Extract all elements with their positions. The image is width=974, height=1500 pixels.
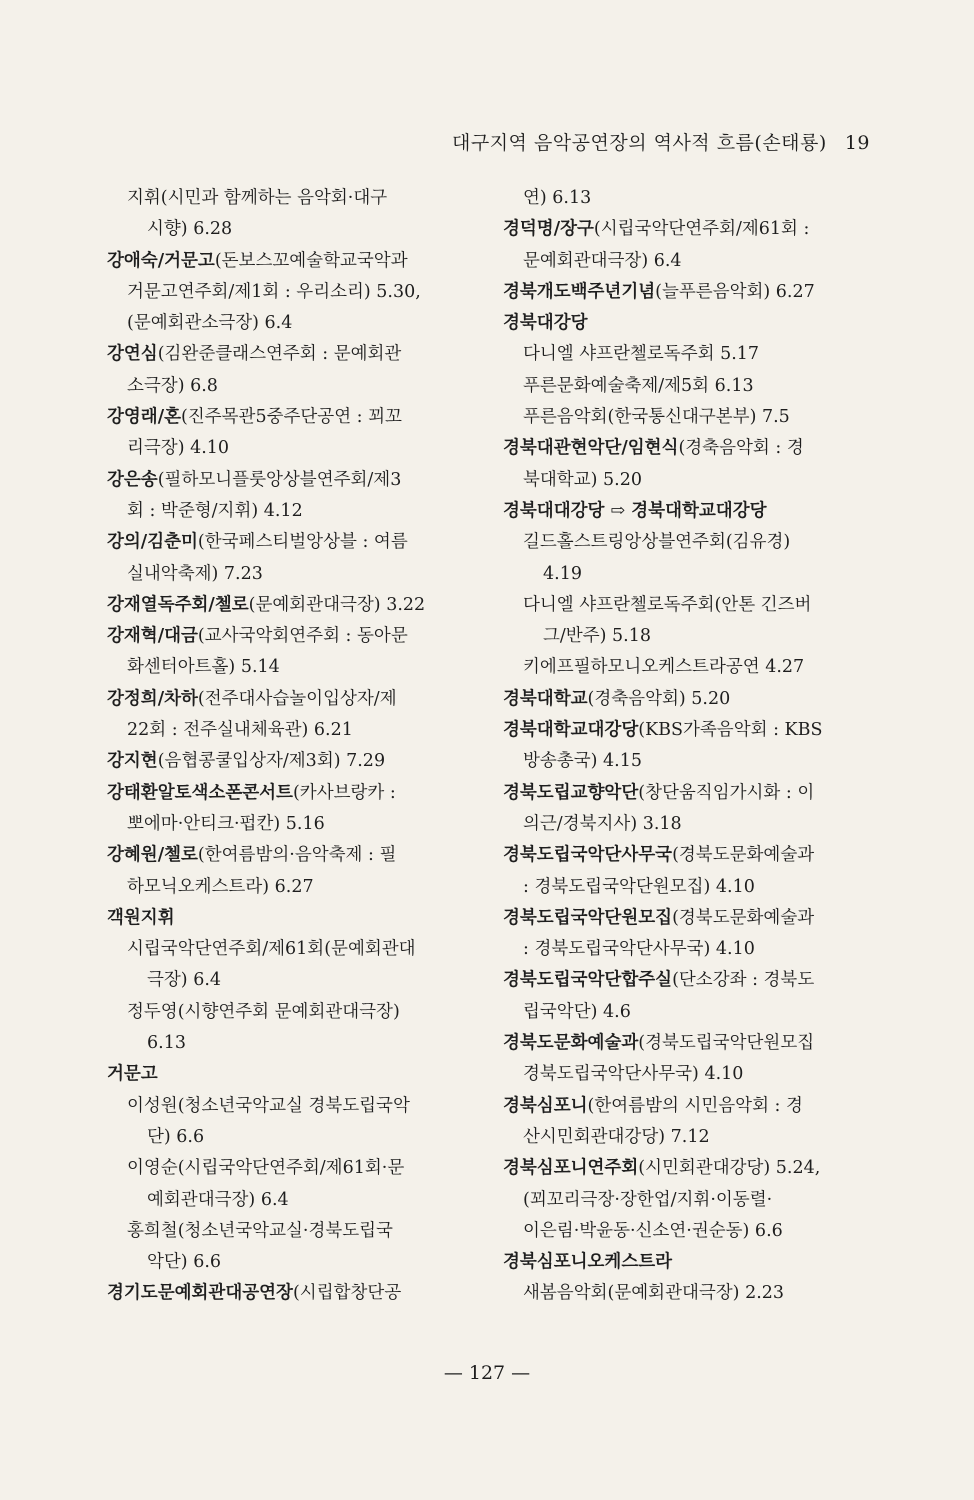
entry-heading: 강정희/차하 (107, 688, 198, 709)
entry-text: 4.19 (543, 563, 582, 584)
index-subentry (107, 277, 477, 308)
entry-heading: 강은송 (107, 469, 158, 490)
entry-text: (진주목관5중주단공연 : 꾀꼬 (181, 407, 402, 428)
entry-text: 예회관대극장) 6.4 (147, 1189, 289, 1210)
entry-text: (문예회관소극장) 6.4 (127, 313, 293, 334)
index-subentry (503, 402, 873, 433)
entry-text: 지휘(시민과 함께하는 음악회·대구 (127, 188, 388, 208)
index-subentry (107, 934, 477, 965)
entry-heading: 경북도립국악단원모집 (503, 907, 673, 928)
entry-heading: 강재열독주회/첼로 (107, 594, 249, 615)
entry-text: (늘푸른음악회) 6.27 (655, 281, 815, 302)
entry-text: (꾀꼬리극장·장한업/지휘·이동렬· (523, 1189, 773, 1210)
entry-text: 정두영(시향연주회 문예회관대극장) (127, 1001, 400, 1022)
running-title: 대구지역 음악공연장의 역사적 흐름(손태룡) (451, 132, 827, 154)
entry-text: 이성원(청소년국악교실 경북도립국악 (127, 1095, 410, 1116)
index-subentry (503, 1216, 873, 1247)
entry-heading: 경북도문화예술과 (503, 1033, 639, 1054)
entry-text: (전주대사습놀이입상자/제 (197, 688, 397, 709)
index-subentry (107, 559, 477, 590)
entry-heading: 경기도문예회관대공연장 (107, 1283, 293, 1304)
index-subentry (503, 465, 873, 496)
index-entry (503, 496, 873, 527)
entry-text: 뽀에마·안티크·펍칸) 5.16 (127, 813, 325, 834)
index-subentry (107, 872, 477, 903)
entry-text: (경북도문화예술과 (672, 845, 815, 866)
entry-text: (단소강좌 : 경북도 (672, 970, 815, 991)
page-number: — 127 — (443, 1362, 531, 1384)
entry-heading: 거문고 (107, 1064, 158, 1085)
entry-heading: 경북대강당 (503, 313, 588, 334)
index-subentry (107, 965, 477, 996)
entry-text: (KBS가족음악회 : KBS (638, 720, 823, 741)
entry-text: 이영순(시립국악단연주회/제61회·문 (127, 1158, 405, 1179)
index-entry (503, 684, 873, 715)
entry-text: : 경북도립국악단사무국) 4.10 (523, 939, 755, 960)
index-subentry (107, 183, 477, 214)
left-column (107, 183, 477, 1310)
index-subentry (503, 559, 873, 590)
entry-text: 6.13 (147, 1033, 186, 1054)
entry-text: 단) 6.6 (147, 1126, 205, 1147)
entry-text: (필하모니플룻앙상블연주회/제3 (157, 469, 402, 490)
index-subentry (503, 746, 873, 777)
entry-text: 화센터아트홀) 5.14 (127, 657, 280, 678)
entry-heading: 경북심포니오케스트라 (503, 1252, 673, 1273)
index-subentry (503, 1059, 873, 1090)
index-subentry (503, 872, 873, 903)
index-entry (503, 778, 873, 809)
index-entry (503, 1247, 873, 1278)
index-subentry (503, 590, 873, 621)
entry-text: 실내악축제) 7.23 (127, 563, 263, 584)
entry-text: (시민회관대강당) 5.24, (638, 1158, 821, 1179)
entry-text: 키에프필하모니오케스트라공연 4.27 (523, 657, 805, 678)
entry-text: (경축음악회 : 경 (678, 438, 804, 459)
entry-text: 푸른음악회(한국통신대구본부) 7.5 (523, 407, 790, 428)
entry-text: (창단움직임가시화 : 이 (638, 782, 815, 803)
index-subentry (503, 527, 873, 558)
entry-text: 푸른문화예술축제/제5회 6.13 (523, 375, 754, 396)
index-subentry (503, 652, 873, 683)
index-subentry (107, 214, 477, 245)
entry-heading: 강재혁/대금 (107, 626, 198, 647)
entry-text: 거문고연주회/제1회 : 우리소리) 5.30, (127, 281, 421, 302)
index-subentry (503, 1185, 873, 1216)
entry-heading: 경북대관현악단/임현식 (503, 438, 679, 459)
index-subentry (107, 1122, 477, 1153)
index-entry (503, 214, 873, 245)
index-entry (503, 965, 873, 996)
entry-heading: 강연심 (107, 344, 158, 365)
index-entry (107, 590, 477, 621)
index-entry (503, 840, 873, 871)
entry-text: (음협콩쿨입상자/제3회) 7.29 (157, 751, 386, 772)
entry-text: (김완준클래스연주회 : 문예회관 (157, 344, 402, 365)
index-subentry (503, 809, 873, 840)
index-entry (107, 1278, 477, 1309)
index-subentry (503, 183, 873, 214)
entry-text: (경축음악회) 5.20 (587, 688, 731, 709)
entry-text: 문예회관대극장) 6.4 (523, 250, 682, 271)
index-entry (107, 402, 477, 433)
index-subentry (503, 1278, 873, 1309)
entry-heading: 강영래/혼 (107, 407, 182, 428)
entry-heading: 경북도립국악단합주실 (503, 970, 673, 991)
entry-text: 극장) 6.4 (147, 970, 222, 991)
entry-text: 북대학교) 5.20 (523, 469, 642, 490)
index-subentry (503, 371, 873, 402)
entry-text: : 경북도립국악단원모집) 4.10 (523, 876, 755, 897)
entry-text: (교사국악회연주회 : 동아문 (197, 626, 408, 647)
index-entry (107, 621, 477, 652)
index-entry (107, 840, 477, 871)
index-subentry (107, 1153, 477, 1184)
entry-heading: 강애숙/거문고 (107, 250, 215, 271)
index-entry (107, 746, 477, 777)
page-ref: 19 (844, 132, 870, 154)
entry-heading: 강태환알토색소폰콘서트 (107, 782, 293, 803)
entry-text: 다니엘 샤프란첼로독주회(안톤 긴즈버 (523, 594, 812, 615)
index-entry (503, 715, 873, 746)
entry-text: (한국페스티벌앙상블 : 여름 (197, 532, 408, 553)
index-subentry (503, 621, 873, 652)
index-subentry (503, 934, 873, 965)
entry-text: 회 : 박준형/지휘) 4.12 (127, 500, 303, 521)
entry-text: 그/반주) 5.18 (543, 626, 651, 647)
index-subentry (503, 246, 873, 277)
entry-text: (한여름밤의·음악축제 : 필 (197, 845, 397, 866)
entry-text: 홍희철(청소년국악교실·경북도립국 (127, 1220, 393, 1241)
index-entry (503, 1091, 873, 1122)
index-subentry (107, 1091, 477, 1122)
entry-text: 하모닉오케스트라) 6.27 (127, 876, 314, 897)
index-subentry (107, 371, 477, 402)
entry-text: (문예회관대극장) 3.22 (248, 594, 426, 615)
entry-text: (카사브랑카 : (292, 782, 396, 803)
index-entry (503, 1028, 873, 1059)
index-entry (503, 433, 873, 464)
index-subentry (503, 1122, 873, 1153)
index-entry (107, 465, 477, 496)
entry-text: 22회 : 전주실내체육관) 6.21 (127, 720, 353, 741)
running-head (452, 128, 870, 155)
entry-text: (돈보스꼬예술학교국악과 (214, 250, 408, 271)
index-entry (107, 339, 477, 370)
entry-text: 소극장) 6.8 (127, 375, 218, 396)
index-subentry (107, 496, 477, 527)
index-subentry (107, 1216, 477, 1247)
index-subentry (107, 715, 477, 746)
entry-heading: 경북대학교 (503, 688, 588, 709)
index-entry (503, 1153, 873, 1184)
entry-text: 방송총국) 4.15 (523, 751, 642, 772)
index-subentry (107, 433, 477, 464)
entry-text: 악단) 6.6 (147, 1252, 222, 1273)
entry-text: 시립국악단연주회/제61회(문예회관대 (127, 939, 416, 960)
entry-heading: 강혜원/첼로 (107, 845, 198, 866)
index-subentry (503, 997, 873, 1028)
entry-text: (시립합창단공 (292, 1283, 402, 1304)
entry-text: 길드홀스트링앙상블연주회(김유경) (523, 532, 791, 553)
index-subentry (107, 1028, 477, 1059)
entry-text: (경북도문화예술과 (672, 907, 815, 928)
entry-text: 의근/경북지사) 3.18 (523, 813, 682, 834)
index-entry (503, 308, 873, 339)
index-subentry (107, 1185, 477, 1216)
index-entry (107, 684, 477, 715)
entry-heading: 경북심포니 (503, 1095, 588, 1116)
index-entry (503, 277, 873, 308)
entry-text: (시립국악단연주회/제61회 : (593, 219, 810, 240)
entry-text: 이은림·박윤동·신소연·권순동) 6.6 (523, 1220, 783, 1241)
entry-heading: 경북대대강당 ⇨ 경북대학교대강당 (503, 500, 767, 521)
index-entry (107, 778, 477, 809)
entry-heading: 강지현 (107, 751, 158, 772)
index-entry (107, 527, 477, 558)
entry-heading: 경북도립국악단사무국 (503, 845, 673, 866)
entry-heading: 경북심포니연주회 (503, 1158, 639, 1179)
index-subentry (107, 809, 477, 840)
index-subentry (107, 997, 477, 1028)
index-subentry (107, 1247, 477, 1278)
entry-heading: 객원지휘 (107, 907, 175, 928)
entry-text: (경북도립국악단원모집 (638, 1033, 815, 1054)
index-entry (107, 246, 477, 277)
entry-heading: 경북대학교대강당 (503, 720, 639, 741)
index-entry (503, 903, 873, 934)
entry-text: 경북도립국악단사무국) 4.10 (523, 1064, 744, 1085)
entry-text: 다니엘 샤프란첼로독주회 5.17 (523, 344, 760, 365)
entry-text: 연) 6.13 (523, 188, 592, 208)
entry-text: 새봄음악회(문예회관대극장) 2.23 (523, 1283, 785, 1304)
index-subentry (107, 652, 477, 683)
entry-heading: 경덕명/장구 (503, 219, 594, 240)
entry-text: 리극장) 4.10 (127, 438, 230, 459)
entry-text: (한여름밤의 시민음악회 : 경 (587, 1095, 803, 1116)
index-subentry (107, 308, 477, 339)
entry-text: 시향) 6.28 (147, 219, 233, 240)
right-column (503, 183, 873, 1310)
entry-text: 립국악단) 4.6 (523, 1001, 631, 1022)
entry-text: 산시민회관대강당) 7.12 (523, 1126, 710, 1147)
index-entry (107, 903, 477, 934)
index-subentry (503, 339, 873, 370)
index-entry (107, 1059, 477, 1090)
entry-heading: 경북개도백주년기념 (503, 281, 656, 302)
entry-heading: 강의/김춘미 (107, 532, 198, 553)
entry-heading: 경북도립교향악단 (503, 782, 639, 803)
